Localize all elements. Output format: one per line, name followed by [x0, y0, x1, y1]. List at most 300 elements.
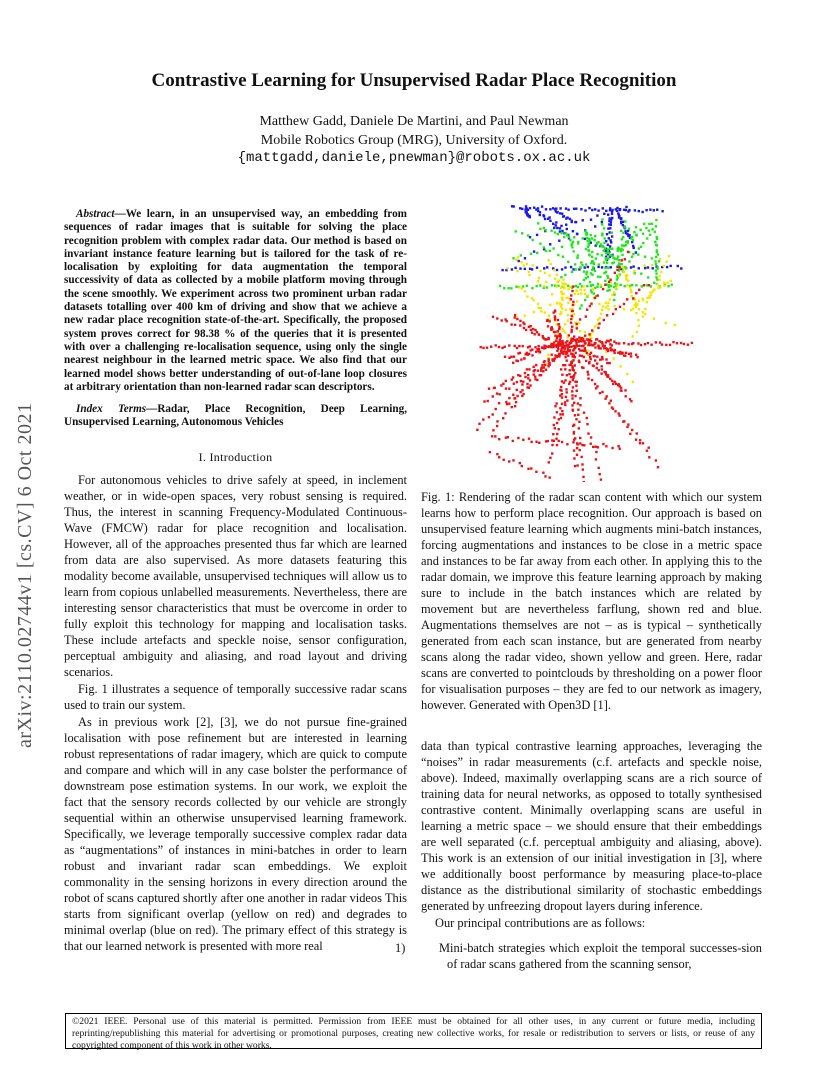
pointcloud-point [579, 404, 581, 406]
section-heading: I. Introduction [198, 450, 273, 464]
pointcloud-point [525, 353, 527, 355]
pointcloud-point [612, 383, 614, 385]
pointcloud-point [555, 340, 557, 342]
intro-paragraph: For autonomous vehicles to drive safely at speed, in inclement weather, or in wide-open spaces, very robust sensing is required. Thus, the interest in scanning Frequency-Modulated Continuous-Wave (FMCW) radar for place recognition and localisation. However, all of the approaches presented thus far which are learned from data are also supervised. As more datasets featuring this modality become available, unsupervised techniques will allow us to learn from copious unlabelled measurements. Nevertheless, there are interesting sensor characteristics that must be overcome in order to fully exploit this technology for mapping and localisation tasks. These include artefacts and speckle noise, sensor configuration, perceptual ambiguity and aliasing, and road layout and driving scenarios. [64, 473, 407, 679]
pointcloud-point [620, 218, 622, 220]
pointcloud-point [587, 377, 589, 379]
pointcloud-point [558, 240, 560, 242]
pointcloud-point [521, 232, 523, 234]
pointcloud-point [560, 368, 562, 370]
pointcloud-point [535, 364, 537, 366]
pointcloud-point [625, 244, 627, 246]
pointcloud-point [520, 358, 522, 360]
pointcloud-point [595, 451, 597, 453]
pointcloud-point [533, 366, 535, 368]
pointcloud-point [558, 428, 560, 430]
pointcloud-point [566, 443, 568, 445]
pointcloud-point [623, 244, 625, 246]
pointcloud-point [559, 313, 561, 315]
pointcloud-point [630, 352, 632, 354]
pointcloud-point [638, 247, 640, 249]
pointcloud-point [596, 356, 598, 358]
pointcloud-point [627, 251, 629, 253]
pointcloud-point [527, 234, 529, 236]
pointcloud-point [567, 302, 569, 304]
pointcloud-point [626, 284, 628, 286]
pointcloud-point [565, 341, 567, 343]
pointcloud-point [589, 281, 591, 283]
pointcloud-point [554, 331, 556, 333]
pointcloud-point [561, 268, 563, 270]
pointcloud-point [583, 412, 585, 414]
pointcloud-point [533, 207, 535, 209]
pointcloud-point [537, 350, 539, 352]
pointcloud-point [585, 315, 587, 317]
pointcloud-point [601, 356, 603, 358]
pointcloud-point [651, 264, 653, 266]
pointcloud-point [534, 329, 536, 331]
pointcloud-point [519, 324, 521, 326]
pointcloud-point [613, 293, 615, 295]
pointcloud-point [604, 237, 606, 239]
pointcloud-point [580, 289, 582, 291]
pointcloud-point [570, 331, 572, 333]
pointcloud-point [607, 214, 609, 216]
pointcloud-point [580, 304, 582, 306]
pointcloud-point [595, 458, 597, 460]
pointcloud-point [570, 318, 572, 320]
pointcloud-point [642, 242, 644, 244]
pointcloud-point [655, 459, 657, 461]
pointcloud-point [569, 369, 571, 371]
pointcloud-point [574, 293, 576, 295]
pointcloud-point [568, 334, 570, 336]
pointcloud-point [549, 345, 551, 347]
pointcloud-point [636, 432, 638, 434]
pointcloud-point [620, 248, 622, 250]
pointcloud-point [680, 342, 682, 344]
pointcloud-point [633, 247, 635, 249]
pointcloud-point [635, 234, 637, 236]
pointcloud-point [591, 251, 593, 253]
pointcloud-point [520, 261, 522, 263]
pointcloud-point [655, 256, 657, 258]
right-column-body [421, 738, 762, 931]
pointcloud-point [607, 308, 609, 310]
pointcloud-point [547, 440, 549, 442]
paper-title: Contrastive Learning for Unsupervised Radar Place Recognition [151, 70, 677, 91]
pointcloud-point [566, 228, 568, 230]
pointcloud-point [611, 210, 613, 212]
pointcloud-point [525, 329, 527, 331]
pointcloud-point [621, 254, 623, 256]
pointcloud-point [524, 208, 526, 210]
pointcloud-point [594, 359, 596, 361]
list-number: 1) [395, 941, 406, 955]
pointcloud-point [649, 296, 651, 298]
pointcloud-point [547, 354, 549, 356]
pointcloud-point [564, 331, 566, 333]
pointcloud-point [663, 285, 665, 287]
pointcloud-point [486, 347, 488, 349]
pointcloud-point [576, 233, 578, 235]
pointcloud-point [545, 250, 547, 252]
pointcloud-point [606, 362, 608, 364]
pointcloud-point [624, 389, 626, 391]
pointcloud-point [576, 345, 578, 347]
pointcloud-point [571, 221, 573, 223]
pointcloud-point [579, 307, 581, 309]
pointcloud-point [560, 276, 562, 278]
pointcloud-point [601, 358, 603, 360]
pointcloud-point [582, 345, 584, 347]
pointcloud-point [573, 369, 575, 371]
pointcloud-point [564, 232, 566, 234]
pointcloud-point [516, 270, 518, 272]
pointcloud-point [584, 342, 586, 344]
pointcloud-point [517, 352, 519, 354]
pointcloud-point [568, 346, 570, 348]
pointcloud-point [601, 368, 603, 370]
pointcloud-point [582, 476, 584, 478]
pointcloud-point [519, 267, 521, 269]
pointcloud-point [655, 341, 657, 343]
pointcloud-point [615, 287, 617, 289]
pointcloud-point [576, 464, 578, 466]
pointcloud-point [568, 364, 570, 366]
pointcloud-point [600, 347, 602, 349]
pointcloud-point [543, 267, 545, 269]
pointcloud-point [587, 350, 589, 352]
pointcloud-point [627, 230, 629, 232]
pointcloud-point [625, 352, 627, 354]
pointcloud-point [638, 325, 640, 327]
pointcloud-point [651, 223, 653, 225]
pointcloud-point [601, 365, 603, 367]
pointcloud-point [608, 402, 610, 404]
pointcloud-point [636, 303, 638, 305]
pointcloud-point [556, 269, 558, 271]
pointcloud-point [522, 381, 524, 383]
pointcloud-point [545, 281, 547, 283]
pointcloud-point [492, 413, 494, 415]
pointcloud-point [555, 402, 557, 404]
pointcloud-point [561, 346, 563, 348]
pointcloud-point [601, 218, 603, 220]
pointcloud-point [504, 356, 506, 358]
pointcloud-point [506, 403, 508, 405]
pointcloud-point [504, 346, 506, 348]
pointcloud-point [527, 468, 529, 470]
pointcloud-point [557, 330, 559, 332]
pointcloud-point [525, 205, 527, 207]
pointcloud-point [536, 234, 538, 236]
pointcloud-point [516, 395, 518, 397]
pointcloud-point [571, 329, 573, 331]
pointcloud-point [527, 354, 529, 356]
pointcloud-point [591, 237, 593, 239]
body-paragraph: data than typical contrastive learning approaches, leveraging the “noises” in radar measurements (c.f. artefacts and speckle noise, above). Indeed, maximally overlapping scans are a rich source of training data for neural networks, as opposed to totally synthesised contrastive content. Minimally overlapping scans are useful in learning a metric space – we should ensure that their embeddings are well separated (c.f. perceptual ambiguity and aliasing, above). This work is an extension of our initial investigation in [3], where we additionally boost performance by measuring place-to-place distance as the distributional similarity of stochastic embeddings generated by unfreezing dropout layers during inference. [421, 739, 762, 913]
pointcloud-point [480, 346, 482, 348]
pointcloud-point [556, 274, 558, 276]
pointcloud-point [573, 208, 575, 210]
pointcloud-point [519, 391, 521, 393]
pointcloud-point [524, 376, 526, 378]
pointcloud-point [625, 395, 627, 397]
pointcloud-point [589, 305, 591, 307]
pointcloud-point [648, 284, 650, 286]
pointcloud-point [553, 227, 555, 229]
pointcloud-point [544, 229, 546, 231]
pointcloud-point [597, 283, 599, 285]
pointcloud-point [626, 373, 628, 375]
pointcloud-point [574, 395, 576, 397]
pointcloud-point [596, 338, 598, 340]
pointcloud-point [598, 263, 600, 265]
pointcloud-point [560, 291, 562, 293]
pointcloud-point [538, 442, 540, 444]
pointcloud-point [528, 274, 530, 276]
pointcloud-point [539, 270, 541, 272]
pointcloud-point [632, 342, 634, 344]
pointcloud-point [545, 369, 547, 371]
pointcloud-point [641, 211, 643, 213]
pointcloud-point [534, 333, 536, 335]
pointcloud-point [492, 429, 494, 431]
pointcloud-point [579, 449, 581, 451]
pointcloud-point [561, 299, 563, 301]
pointcloud-point [617, 212, 619, 214]
pointcloud-point [557, 254, 559, 256]
pointcloud-point [536, 379, 538, 381]
pointcloud-point [573, 402, 575, 404]
pointcloud-point [588, 333, 590, 335]
pointcloud-point [586, 352, 588, 354]
pointcloud-point [666, 261, 668, 263]
pointcloud-point [618, 259, 620, 261]
pointcloud-point [570, 361, 572, 363]
pointcloud-point [618, 266, 620, 268]
pointcloud-point [518, 260, 520, 262]
pointcloud-point [550, 263, 552, 265]
pointcloud-point [665, 344, 667, 346]
pointcloud-point [658, 260, 660, 262]
pointcloud-point [515, 230, 517, 232]
pointcloud-point [573, 313, 575, 315]
pointcloud-point [657, 253, 659, 255]
pointcloud-point [572, 349, 574, 351]
pointcloud-point [549, 208, 551, 210]
pointcloud-point [620, 365, 622, 367]
pointcloud-point [583, 289, 585, 291]
pointcloud-point [514, 397, 516, 399]
pointcloud-point [522, 345, 524, 347]
pointcloud-point [578, 427, 580, 429]
pointcloud-point [554, 405, 556, 407]
pointcloud-point [544, 218, 546, 220]
pointcloud-point [548, 362, 550, 364]
pointcloud-point [635, 226, 637, 228]
pointcloud-point [573, 449, 575, 451]
pointcloud-point [551, 293, 553, 295]
pointcloud-point [646, 237, 648, 239]
pointcloud-point [565, 396, 567, 398]
pointcloud-point [666, 266, 668, 268]
pointcloud-point [537, 303, 539, 305]
pointcloud-point [551, 439, 553, 441]
pointcloud-point [603, 227, 605, 229]
pointcloud-point [607, 374, 609, 376]
pointcloud-point [557, 319, 559, 321]
pointcloud-point [590, 289, 592, 291]
pointcloud-point [499, 285, 501, 287]
pointcloud-point [540, 310, 542, 312]
pointcloud-point [566, 352, 568, 354]
pointcloud-point [559, 394, 561, 396]
pointcloud-point [647, 342, 649, 344]
pointcloud-point [515, 259, 517, 261]
pointcloud-point [561, 328, 563, 330]
pointcloud-point [577, 241, 579, 243]
pointcloud-point [538, 333, 540, 335]
pointcloud-point [560, 417, 562, 419]
pointcloud-point [646, 297, 648, 299]
pointcloud-point [631, 429, 633, 431]
pointcloud-point [492, 316, 494, 318]
pointcloud-point [602, 288, 604, 290]
pointcloud-point [567, 314, 569, 316]
pointcloud-point [558, 418, 560, 420]
pointcloud-point [510, 323, 512, 325]
pointcloud-point [609, 231, 611, 233]
pointcloud-point [597, 327, 599, 329]
pointcloud-point [558, 280, 560, 282]
pointcloud-point [653, 318, 655, 320]
pointcloud-point [601, 309, 603, 311]
pointcloud-point [572, 441, 574, 443]
pointcloud-point [597, 209, 599, 211]
pointcloud-point [605, 306, 607, 308]
pointcloud-point [567, 285, 569, 287]
pointcloud-point [521, 465, 523, 467]
pointcloud-point [638, 289, 640, 291]
pointcloud-point [502, 417, 504, 419]
pointcloud-point [483, 400, 485, 402]
email-addresses[interactable]: {mattgadd,daniele,pnewman}@robots.ox.ac.uk [237, 150, 591, 166]
pointcloud-point [656, 283, 658, 285]
pointcloud-point [594, 346, 596, 348]
pointcloud-point [624, 355, 626, 357]
pointcloud-point [557, 355, 559, 357]
pointcloud-point [590, 234, 592, 236]
pointcloud-point [594, 235, 596, 237]
pointcloud-point [554, 231, 556, 233]
pointcloud-point [581, 337, 583, 339]
pointcloud-point [586, 417, 588, 419]
pointcloud-point [540, 367, 542, 369]
pointcloud-point [543, 285, 545, 287]
pointcloud-point [610, 224, 612, 226]
pointcloud-point [575, 340, 577, 342]
pointcloud-point [601, 266, 603, 268]
pointcloud-point [617, 384, 619, 386]
pointcloud-point [655, 272, 657, 274]
pointcloud-point [584, 347, 586, 349]
pointcloud-point [625, 209, 627, 211]
pointcloud-point [536, 285, 538, 287]
pointcloud-point [539, 228, 541, 230]
pointcloud-point [654, 231, 656, 233]
pointcloud-point [544, 272, 546, 274]
pointcloud-point [644, 256, 646, 258]
pointcloud-point [628, 209, 630, 211]
pointcloud-point [583, 270, 585, 272]
pointcloud-point [644, 308, 646, 310]
pointcloud-point [508, 397, 510, 399]
pointcloud-point [635, 354, 637, 356]
pointcloud-point [575, 418, 577, 420]
pointcloud-point [570, 322, 572, 324]
pointcloud-point [533, 373, 535, 375]
pointcloud-point [601, 391, 603, 393]
pointcloud-point [610, 218, 612, 220]
pointcloud-point [604, 247, 606, 249]
pointcloud-point [501, 319, 503, 321]
pointcloud-point [642, 233, 644, 235]
pointcloud-point [535, 351, 537, 353]
pointcloud-point [599, 473, 601, 475]
pointcloud-point [575, 289, 577, 291]
pointcloud-point [537, 370, 539, 372]
pointcloud-point [603, 242, 605, 244]
pointcloud-point [577, 293, 579, 295]
pointcloud-point [560, 225, 562, 227]
pointcloud-point [578, 322, 580, 324]
pointcloud-point [683, 343, 685, 345]
pointcloud-point [563, 350, 565, 352]
list-item [395, 940, 762, 972]
pointcloud-point [508, 460, 510, 462]
pointcloud-point [551, 452, 553, 454]
pointcloud-point [604, 280, 606, 282]
pointcloud-point [596, 362, 598, 364]
pointcloud-point [561, 230, 563, 232]
affiliation: Mobile Robotics Group (MRG), University of Oxford. [260, 133, 568, 148]
pointcloud-point [559, 212, 561, 214]
pointcloud-point [543, 345, 545, 347]
pointcloud-point [516, 318, 518, 320]
pointcloud-point [627, 343, 629, 345]
pointcloud-point [620, 230, 622, 232]
pointcloud-point [658, 275, 660, 277]
pointcloud-point [496, 420, 498, 422]
pointcloud-point [524, 372, 526, 374]
pointcloud-point [530, 329, 532, 331]
pointcloud-point [537, 207, 539, 209]
pointcloud-point [620, 221, 622, 223]
pointcloud-point [482, 418, 484, 420]
pointcloud-point [654, 241, 656, 243]
pointcloud-point [524, 315, 526, 317]
pointcloud-point [537, 345, 539, 347]
pointcloud-point [634, 209, 636, 211]
pointcloud-point [653, 282, 655, 284]
pointcloud-point [584, 266, 586, 268]
pointcloud-point [585, 277, 587, 279]
index-terms [64, 403, 407, 430]
pointcloud-point [501, 269, 503, 271]
pointcloud-point [659, 258, 661, 260]
